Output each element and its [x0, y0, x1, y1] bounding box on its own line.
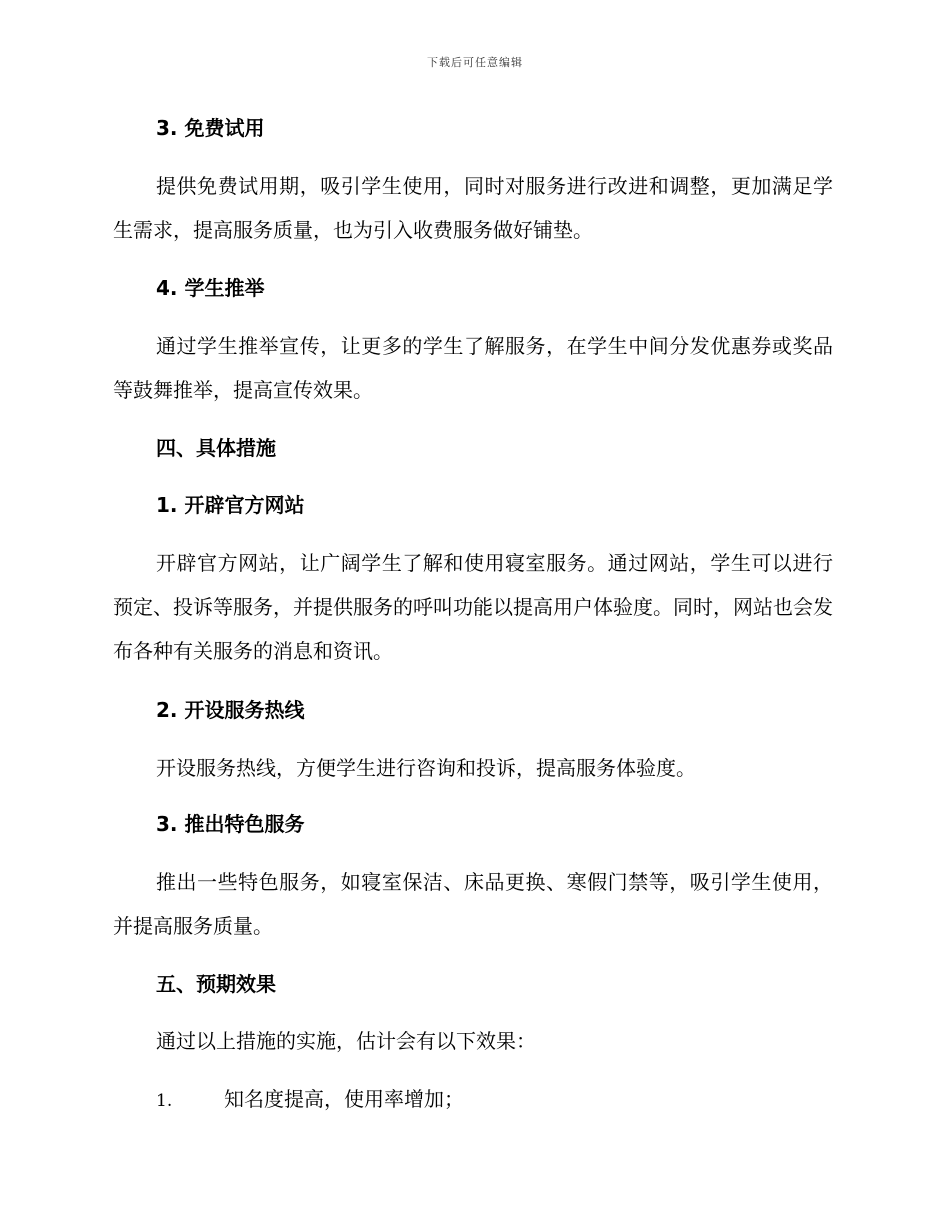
list-item-number: 1.: [156, 1091, 173, 1111]
paragraph-service-hotline: 开设服务热线，方便学生进行咨询和投诉，提高服务体验度。: [156, 756, 696, 780]
page-header: 下载后可任意编辑: [427, 56, 523, 69]
heading-special-service: 3. 推出特色服务: [156, 812, 305, 836]
heading-free-trial: 3. 免费试用: [156, 116, 265, 140]
heading-official-website: 1. 开辟官方网站: [156, 493, 305, 517]
heading-service-hotline: 2. 开设服务热线: [156, 698, 305, 722]
paragraph-special-service: 推出一些特色服务，如寝室保洁、床品更换、寒假门禁等，吸引学生使用，并提高服务质量。: [113, 870, 833, 938]
heading-student-recommend: 4. 学生推举: [156, 276, 265, 300]
list-item-text: 知名度提高，使用率增加；: [224, 1087, 464, 1111]
paragraph-official-website: 开辟官方网站，让广阔学生了解和使用寝室服务。通过网站，学生可以进行预定、投诉等服务，并提供服务的呼叫功能以提高用户体验度。同时，网站也会发布各种有关服务的消息和资讯。: [113, 551, 833, 663]
list-item: [113, 1084, 876, 1116]
paragraph-free-trial: 提供免费试用期，吸引学生使用，同时对服务进行改进和调整，更加满足学生需求，提高服务质量，也为引入收费服务做好铺垫。: [113, 174, 833, 242]
paragraph-expected-effects: 通过以上措施的实施，估计会有以下效果：: [156, 1029, 536, 1053]
heading-section-four: 四、具体措施: [156, 436, 276, 460]
paragraph-student-recommend: 通过学生推举宣传，让更多的学生了解服务，在学生中间分发优惠券或奖品等鼓舞推举，提高宣传效果。: [113, 334, 833, 402]
heading-section-five: 五、预期效果: [156, 972, 276, 996]
